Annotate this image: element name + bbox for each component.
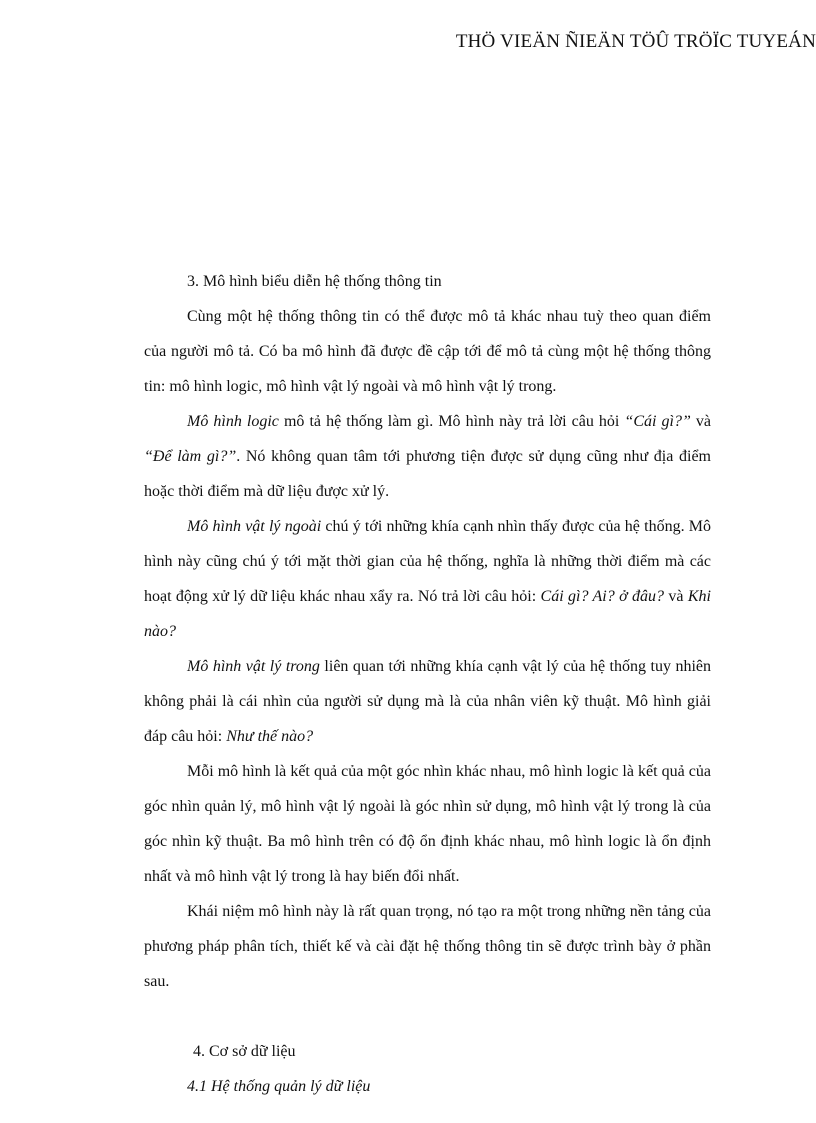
paragraph-model-perspectives xyxy=(144,754,711,894)
paragraph-logic-model xyxy=(144,404,711,509)
term-logic-model: Mô hình logic xyxy=(187,413,279,430)
logic-text-1: mô tả hệ thống làm gì. Mô hình này trả lời câu hỏi xyxy=(278,413,625,430)
logic-question-1: “Cái gì?” xyxy=(624,413,691,430)
importance-text: Khái niệm mô hình này là rất quan trọng, nó tạo ra một trong những nền tảng của phương pháp phân tích, thiết kế và cài đặt hệ thống thông tin sẽ được trình bày ở phần sau. xyxy=(144,903,711,990)
logic-text-3: . Nó không quan tâm tới phương tiện được sử dụng cũng như địa điểm hoặc thời điểm mà dữ liệu được xử lý. xyxy=(144,448,711,500)
term-external-physical-model: Mô hình vật lý ngoài xyxy=(187,518,322,535)
paragraph-external-physical-model xyxy=(144,509,711,649)
external-question-2: Khi nào? xyxy=(144,588,711,640)
section-3-heading: 3. Mô hình biểu diễn hệ thống thông tin xyxy=(187,273,442,290)
document-body xyxy=(144,264,712,1104)
page-header: THÖ VIEÄN ÑIEÄN TÖÛ TRÖÏC TUYEÁN xyxy=(455,31,816,52)
external-text-1: chú ý tới những khía cạnh nhìn thấy được của hệ thống. Mô hình này cũng chú ý tới mặt thời gian của hệ thống, nghĩa là những thời điểm mà các hoạt động xử lý dữ liệu khác nhau xẩy ra. Nó trả lời câu hỏi: xyxy=(144,518,712,605)
paragraph-intro xyxy=(144,299,711,404)
logic-question-2: “Để làm gì?” xyxy=(144,448,237,465)
paragraph-internal-physical-model xyxy=(144,649,711,754)
section-4-1-title: 4.1 Hệ thống quản lý dữ liệu xyxy=(187,1078,371,1095)
external-question-1: Cái gì? Ai? ở đâu? xyxy=(540,588,665,605)
section-4-heading: 4. Cơ sở dữ liệu xyxy=(193,1043,296,1060)
internal-text-1: liên quan tới những khía cạnh vật lý của hệ thống tuy nhiên không phải là cái nhìn của người sử dụng mà là của nhân viên kỹ thuật. Mô hình giải đáp câu hỏi: xyxy=(144,658,711,745)
section-4-1-heading xyxy=(187,1069,711,1104)
external-text-2: và xyxy=(664,588,688,605)
section-spacer xyxy=(187,999,711,1034)
internal-question-1: Như thế nào? xyxy=(226,728,314,745)
term-internal-physical-model: Mô hình vật lý trong xyxy=(187,658,320,675)
logic-text-2: và xyxy=(690,413,712,430)
paragraph-model-importance xyxy=(144,894,711,999)
perspectives-text: Mỗi mô hình là kết quả của một góc nhìn khác nhau, mô hình logic là kết quả của góc nhìn quản lý, mô hình vật lý ngoài là góc nhìn sử dụng, mô hình vật lý trong là của góc nhìn kỹ thuật. Ba mô hình trên có độ ổn định khác nhau, mô hình logic là ổn định nhất và mô hình vật lý trong là hay biến đổi nhất. xyxy=(144,763,711,885)
paragraph-intro-text: Cùng một hệ thống thông tin có thể được mô tả khác nhau tuỳ theo quan điểm của người mô tả. Có ba mô hình đã được đề cập tới để mô tả cùng một hệ thống thông tin: mô hình logic, mô hình vật lý ngoài và mô hình vật lý trong. xyxy=(144,308,711,395)
